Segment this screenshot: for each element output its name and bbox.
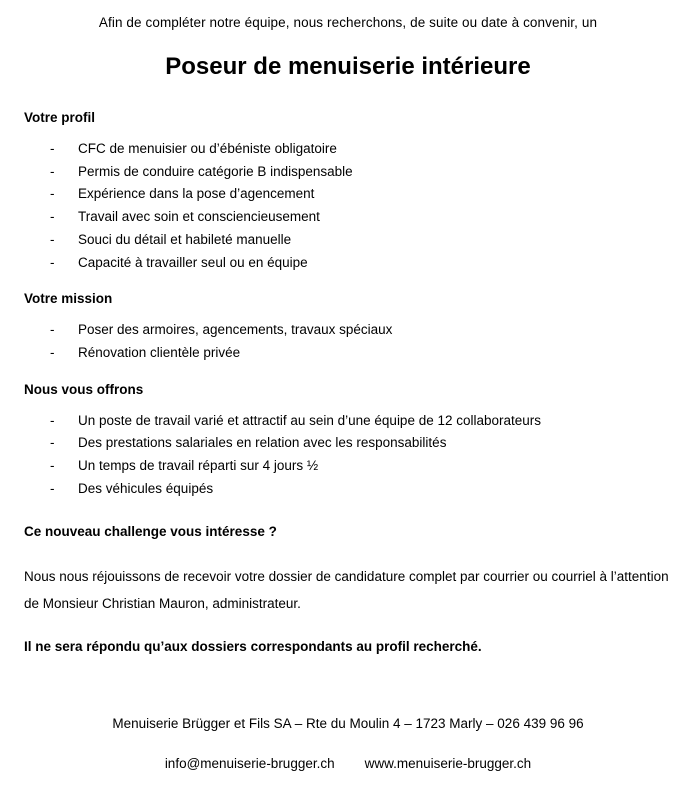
bullet-item [24,229,672,252]
section-heading-offrons: Nous vous offrons [24,381,144,397]
bullet-text: Un temps de travail réparti sur 4 jours ½ [78,458,319,474]
section-heading-mission: Votre mission [24,291,113,307]
section-heading-profil: Votre profil [24,110,96,125]
footer-email: info@menuiserie-brugger.ch [164,756,335,772]
bullet-text: Travail avec soin et consciencieusement [78,209,320,225]
bullet-dash: - [50,480,55,496]
bullet-item [24,161,672,184]
bullet-text: Capacité à travailler seul ou en équipe [78,254,308,270]
bullet-dash: - [50,412,55,428]
bullet-dash: - [50,141,55,156]
bullet-item [24,478,672,501]
bullet-dash: - [50,231,55,247]
note-line: Il ne sera répondu qu’aux dossiers correspondants au profil recherché. [24,639,482,655]
bullet-item [24,206,672,229]
bullet-text: Un poste de travail varié et attractif au sein d’une équipe de 12 collaborateurs [78,412,542,428]
bullet-dash: - [50,458,55,474]
bullet-text: Souci du détail et habileté manuelle [78,231,292,247]
profil-bullet-list [24,138,672,274]
bullet-text: Des véhicules équipés [78,480,214,496]
intro-line: Afin de compléter notre équipe, nous recherchons, de suite ou date à convenir, un [98,15,598,30]
bullet-item [24,319,672,342]
bullet-text: CFC de menuisier ou d’ébéniste obligatoire [78,141,337,156]
bullet-item [24,252,672,275]
bullet-dash: - [50,186,55,202]
bullet-dash: - [50,163,55,179]
bullet-text: Expérience dans la pose d’agencement [78,186,315,202]
bullet-text: Permis de conduire catégorie B indispensable [78,163,353,179]
footer-company-line: Menuiserie Brügger et Fils SA – Rte du Moulin 4 – 1723 Marly – 026 439 96 96 [112,716,584,732]
bullet-item [24,432,672,455]
job-title: Poseur de menuiserie intérieure [165,53,531,80]
challenge-line: Ce nouveau challenge vous intéresse ? [24,524,277,540]
bullet-dash: - [50,254,55,270]
footer-website: www.menuiserie-brugger.ch [364,756,532,772]
bullet-text: Rénovation clientèle privée [78,344,241,360]
bullet-dash: - [50,435,55,451]
bullet-text: Poser des armoires, agencements, travaux spéciaux [78,322,393,338]
closing-paragraph: Nous nous réjouissons de recevoir votre dossier de candidature complet par courrier ou courriel à l’attention de Monsieur Christian Mauron, administrateur. [24,569,669,612]
bullet-dash: - [50,322,55,338]
bullet-item [24,183,672,206]
bullet-item [24,410,672,433]
offrons-bullet-list [24,410,672,501]
bullet-item [24,138,672,161]
bullet-text: Des prestations salariales en relation avec les responsabilités [78,435,447,451]
bullet-dash: - [50,344,55,360]
bullet-dash: - [50,209,55,225]
bullet-item [24,455,672,478]
footer-contact-line [24,756,672,771]
mission-bullet-list [24,319,672,364]
bullet-item [24,342,672,365]
